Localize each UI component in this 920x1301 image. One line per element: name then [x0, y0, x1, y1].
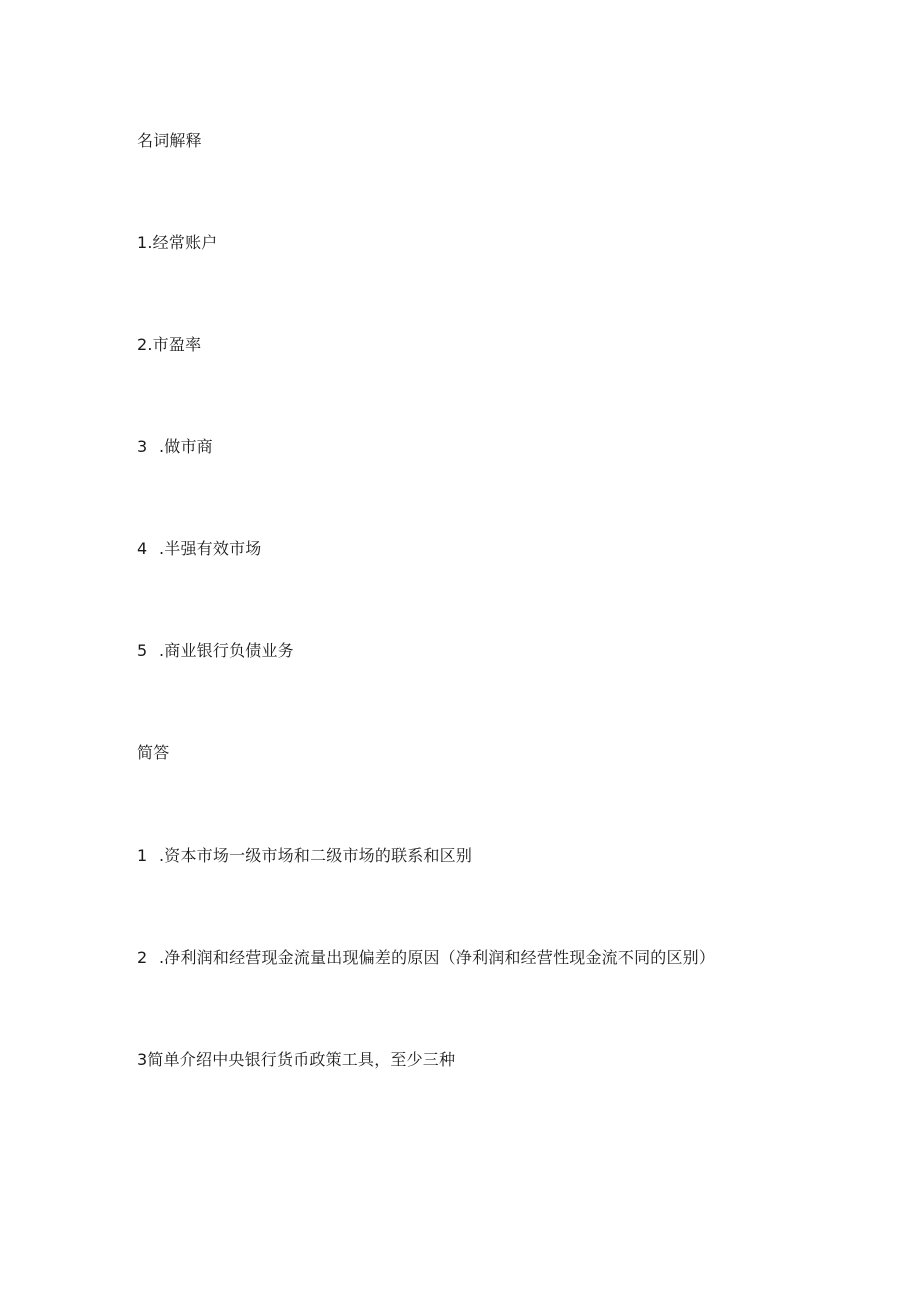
item-text: .净利润和经营现金流量出现偏差的原因（净利润和经营性现金流不同的区别） — [159, 948, 716, 967]
term-item-5 — [137, 641, 294, 661]
item-text: .资本市场一级市场和二级市场的联系和区别 — [159, 846, 473, 865]
question-item-1 — [137, 846, 472, 866]
term-item-1 — [137, 233, 217, 253]
item-number: 1 — [137, 846, 148, 865]
term-item-3 — [137, 437, 213, 457]
item-text: .做市商 — [159, 437, 213, 456]
item-number: 5 — [137, 641, 148, 660]
section-heading-terms: 名词解释 — [137, 131, 202, 150]
item-text: 经常账户 — [152, 233, 218, 252]
item-number: 2 — [137, 948, 148, 967]
item-number: 1. — [137, 233, 153, 252]
item-number: 3 — [137, 437, 148, 456]
term-item-2 — [137, 335, 201, 355]
question-item-3 — [137, 1050, 455, 1070]
item-text: .商业银行负债业务 — [159, 641, 294, 660]
item-number: 2. — [137, 335, 153, 354]
section-heading-short-answer: 简答 — [137, 743, 170, 762]
item-text: 简单介绍中央银行货币政策工具，至少三种 — [147, 1050, 456, 1069]
question-item-2 — [137, 948, 715, 968]
term-item-4 — [137, 539, 262, 559]
item-text: .半强有效市场 — [159, 539, 262, 558]
item-number: 4 — [137, 539, 148, 558]
item-text: 市盈率 — [152, 335, 202, 354]
item-number: 3 — [137, 1050, 148, 1069]
